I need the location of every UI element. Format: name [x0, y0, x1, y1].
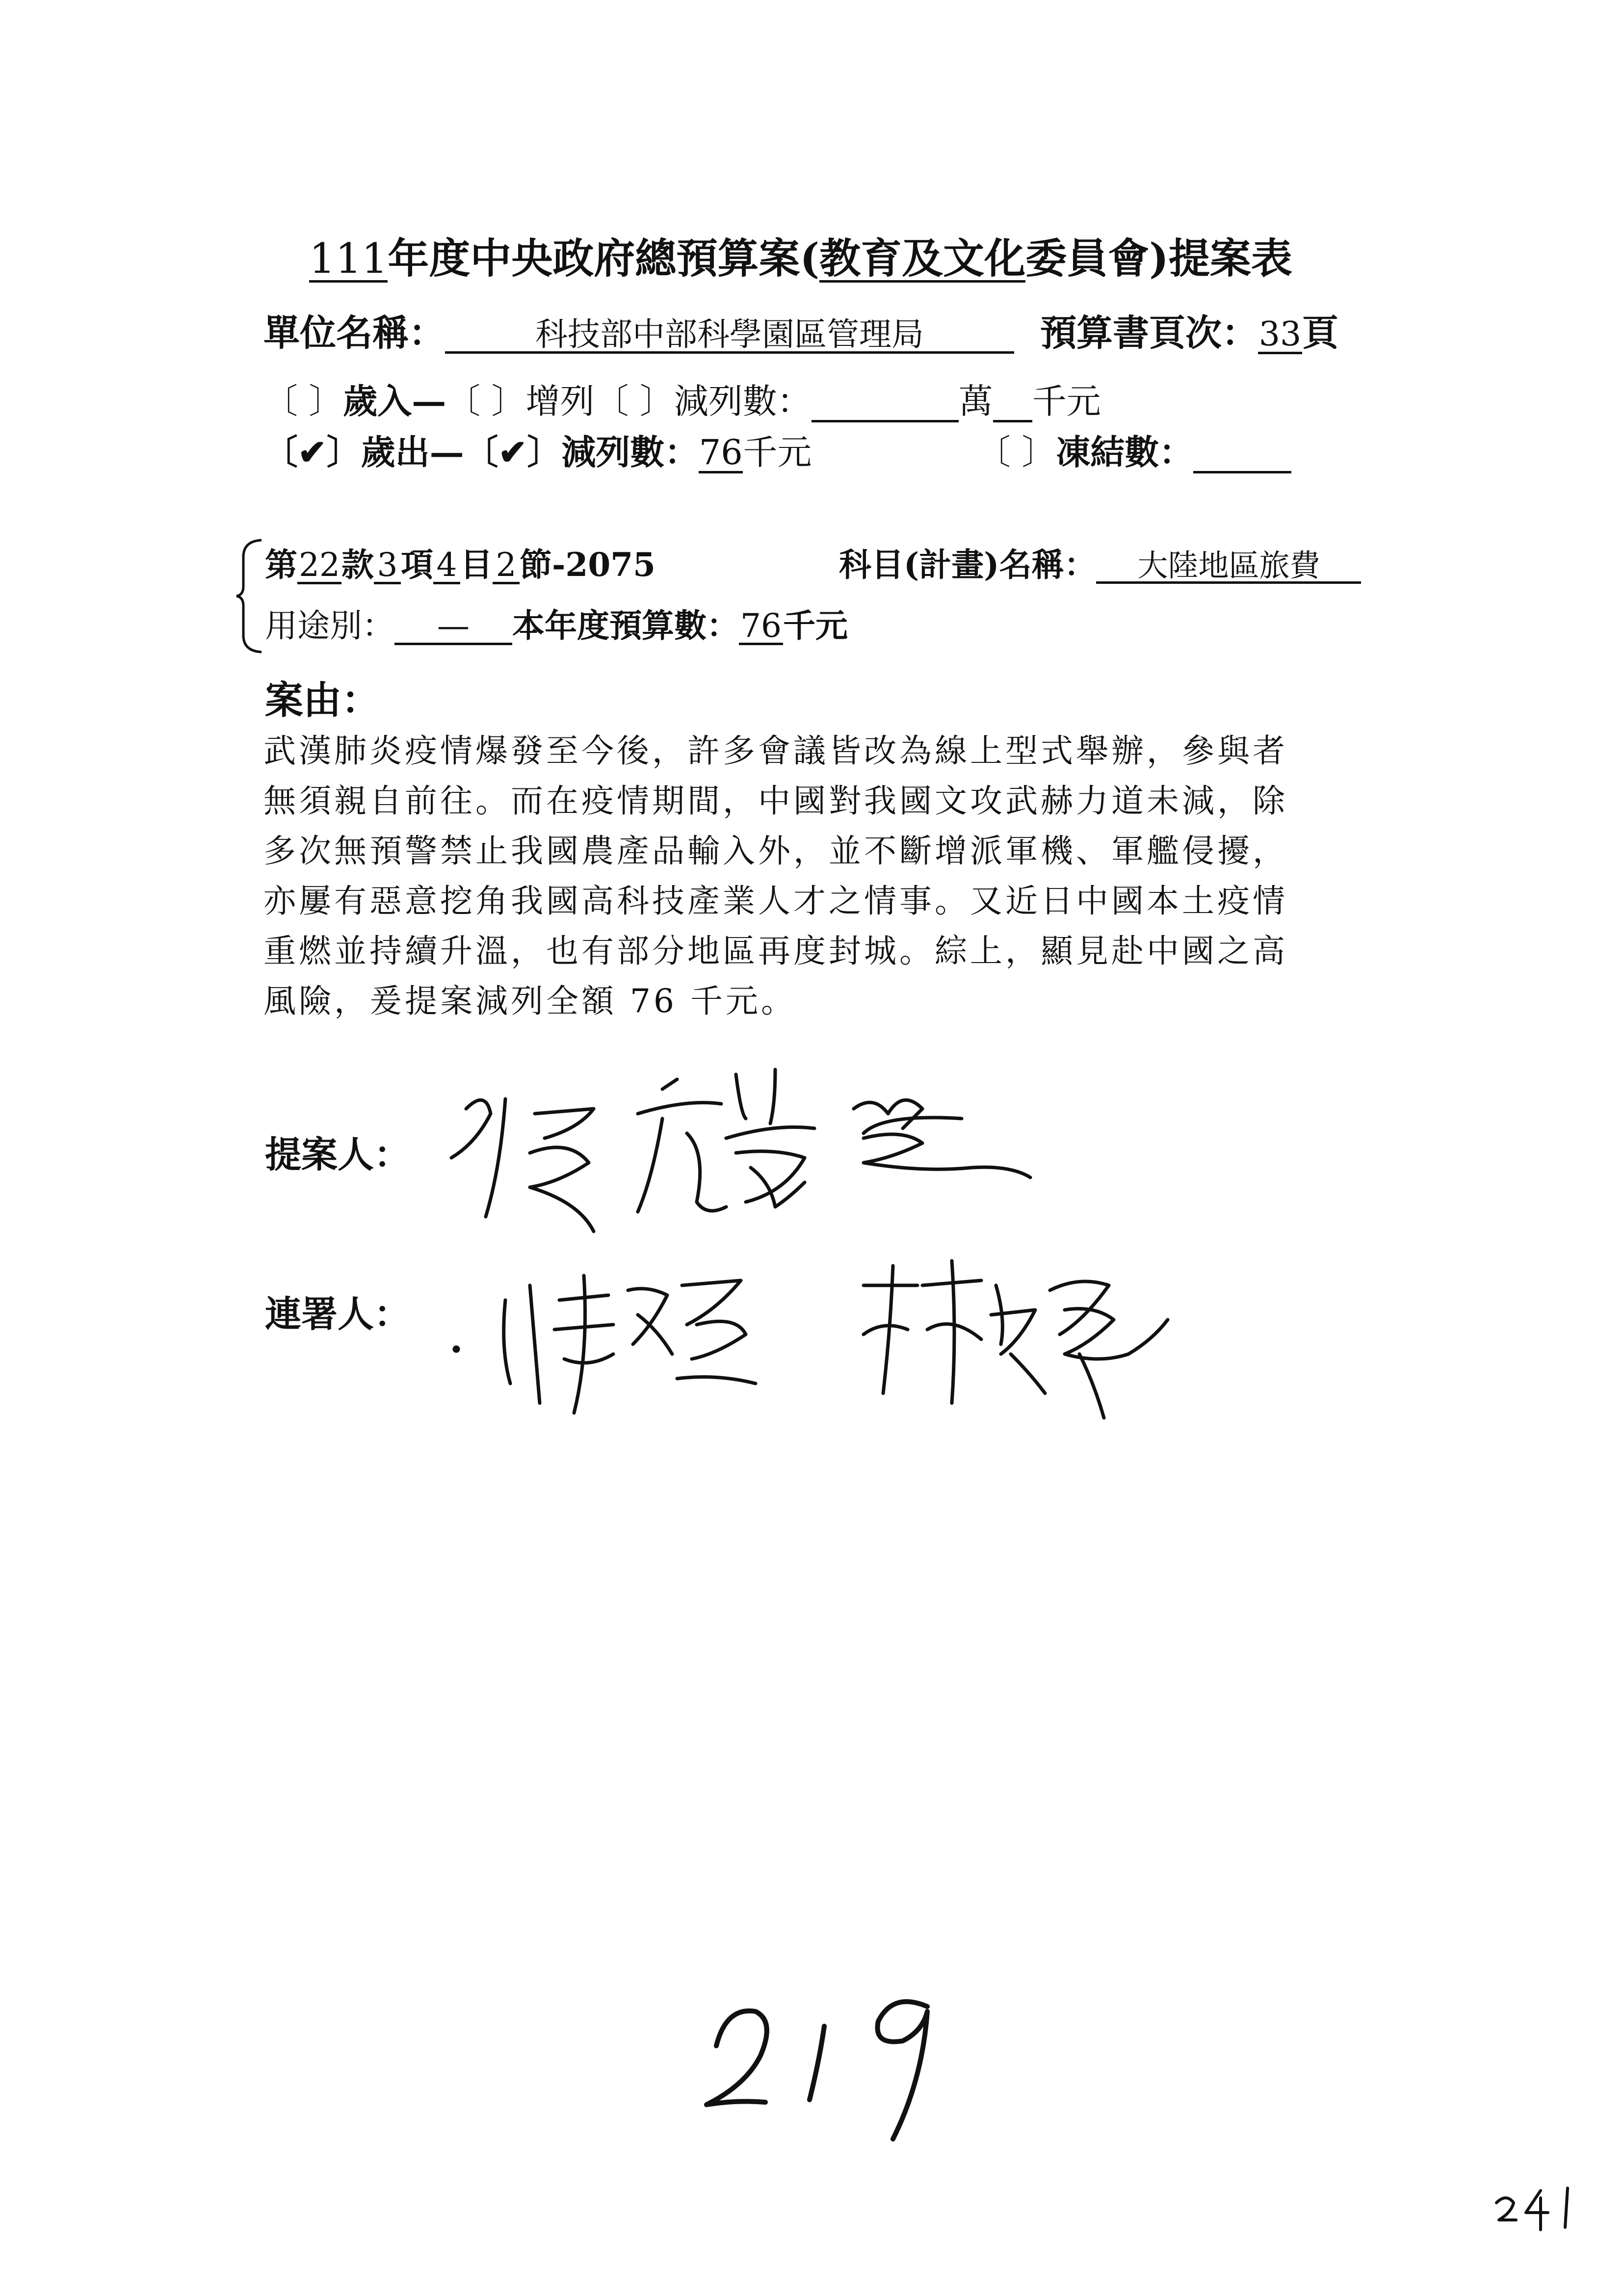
- revenue-bracket: 〔 〕: [263, 381, 343, 421]
- account-brace: [235, 537, 264, 655]
- mu-value: 4: [433, 548, 460, 584]
- budget-label: 本年度預算數：: [512, 606, 739, 645]
- increase-label: 增列: [525, 381, 595, 421]
- mu-label: 目: [460, 546, 493, 584]
- revenue-wan-blank: [812, 384, 959, 422]
- title-year: 111: [309, 235, 388, 283]
- proposer-label: 提案人：: [265, 1134, 410, 1176]
- freeze-label: 凍結數：: [1056, 432, 1194, 472]
- reason-line: 重燃並持續升溫，也有部分地區再度封城。綜上，顯見赴中國之高: [263, 932, 1288, 970]
- kuan-prefix: 第: [265, 546, 297, 584]
- cosigner-label: 連署人：: [265, 1293, 410, 1335]
- jie-label: 節-2075: [520, 546, 656, 584]
- revenue-label: 歲入—: [343, 381, 446, 421]
- title-part1: 年度中央政府總預算案(: [388, 234, 820, 283]
- wan-label: 萬: [958, 381, 993, 421]
- unit-label: 單位名稱：: [263, 312, 445, 354]
- account-row: [265, 539, 655, 585]
- freeze-bracket: 〔 〕: [976, 432, 1056, 472]
- expense-decrease-label: 減列數：: [561, 432, 699, 472]
- reason-line: 多次無預警禁止我國農產品輸入外，並不斷增派軍機、軍艦侵擾，: [263, 832, 1288, 870]
- page-value: 33: [1258, 315, 1302, 354]
- unit-row: [263, 304, 1014, 356]
- page-suffix: 頁: [1302, 312, 1338, 354]
- freeze-blank: [1193, 435, 1291, 473]
- expense-amount: 76: [699, 432, 743, 472]
- reason-heading: 案由：: [265, 678, 380, 723]
- unit-value: 科技部中部科學園區管理局: [445, 317, 1014, 354]
- expense-checkbox: 〔✔〕: [263, 432, 361, 472]
- subject-value: 大陸地區旅費: [1096, 549, 1361, 584]
- xiang-value: 3: [374, 548, 401, 584]
- reason-line: 亦屢有惡意挖角我國高科技產業人才之情事。又近日中國本土疫情: [263, 882, 1288, 920]
- reason-text: [263, 726, 1392, 1026]
- title-committee: 教育及文化: [819, 234, 1026, 283]
- increase-bracket: 〔 〕: [446, 381, 526, 421]
- handwritten-corner-number: [1492, 2183, 1585, 2237]
- form-title: [309, 226, 1292, 285]
- qian-label: 千元: [1032, 381, 1101, 421]
- reason-line: 武漢肺炎疫情爆發至今後，許多會議皆改為線上型式舉辦，參與者: [263, 732, 1288, 770]
- expense-row: [263, 425, 812, 474]
- page-ref: [1040, 304, 1338, 356]
- purpose-row: [265, 600, 848, 646]
- kuan-value: 22: [297, 548, 341, 584]
- title-part2: 委員會)提案表: [1025, 234, 1292, 283]
- jie-value: 2: [493, 548, 520, 584]
- handwritten-page-number: [697, 1972, 971, 2149]
- reason-line: 風險，爰提案減列全額 76 千元。: [263, 982, 796, 1020]
- cosigner-signature: [442, 1256, 1276, 1433]
- xiang-label: 項: [401, 546, 433, 584]
- kuan-label: 款: [341, 546, 374, 584]
- page-label: 預算書頁次：: [1040, 312, 1258, 354]
- subject-label: 科目(計畫)名稱：: [839, 546, 1097, 584]
- budget-value: 76: [739, 609, 783, 645]
- expense-decrease-checkbox: 〔✔〕: [464, 432, 562, 472]
- freeze-field: [976, 425, 1291, 474]
- expense-label: 歲出—: [361, 432, 464, 472]
- decrease-bracket: 〔 〕: [594, 381, 674, 421]
- revenue-decrease-label: 減列數：: [674, 381, 812, 421]
- expense-unit: 千元: [743, 432, 812, 472]
- revenue-row: [263, 374, 1101, 423]
- revenue-qian-blank: [993, 384, 1032, 422]
- purpose-value: —: [394, 609, 512, 645]
- reason-line: 無須親自前往。而在疫情期間，中國對我國文攻武赫力道未減，除: [263, 782, 1288, 820]
- subject-field: [839, 539, 1361, 585]
- purpose-label: 用途別：: [265, 607, 394, 645]
- proposer-signature: [432, 1055, 1109, 1261]
- budget-unit: 千元: [783, 606, 848, 645]
